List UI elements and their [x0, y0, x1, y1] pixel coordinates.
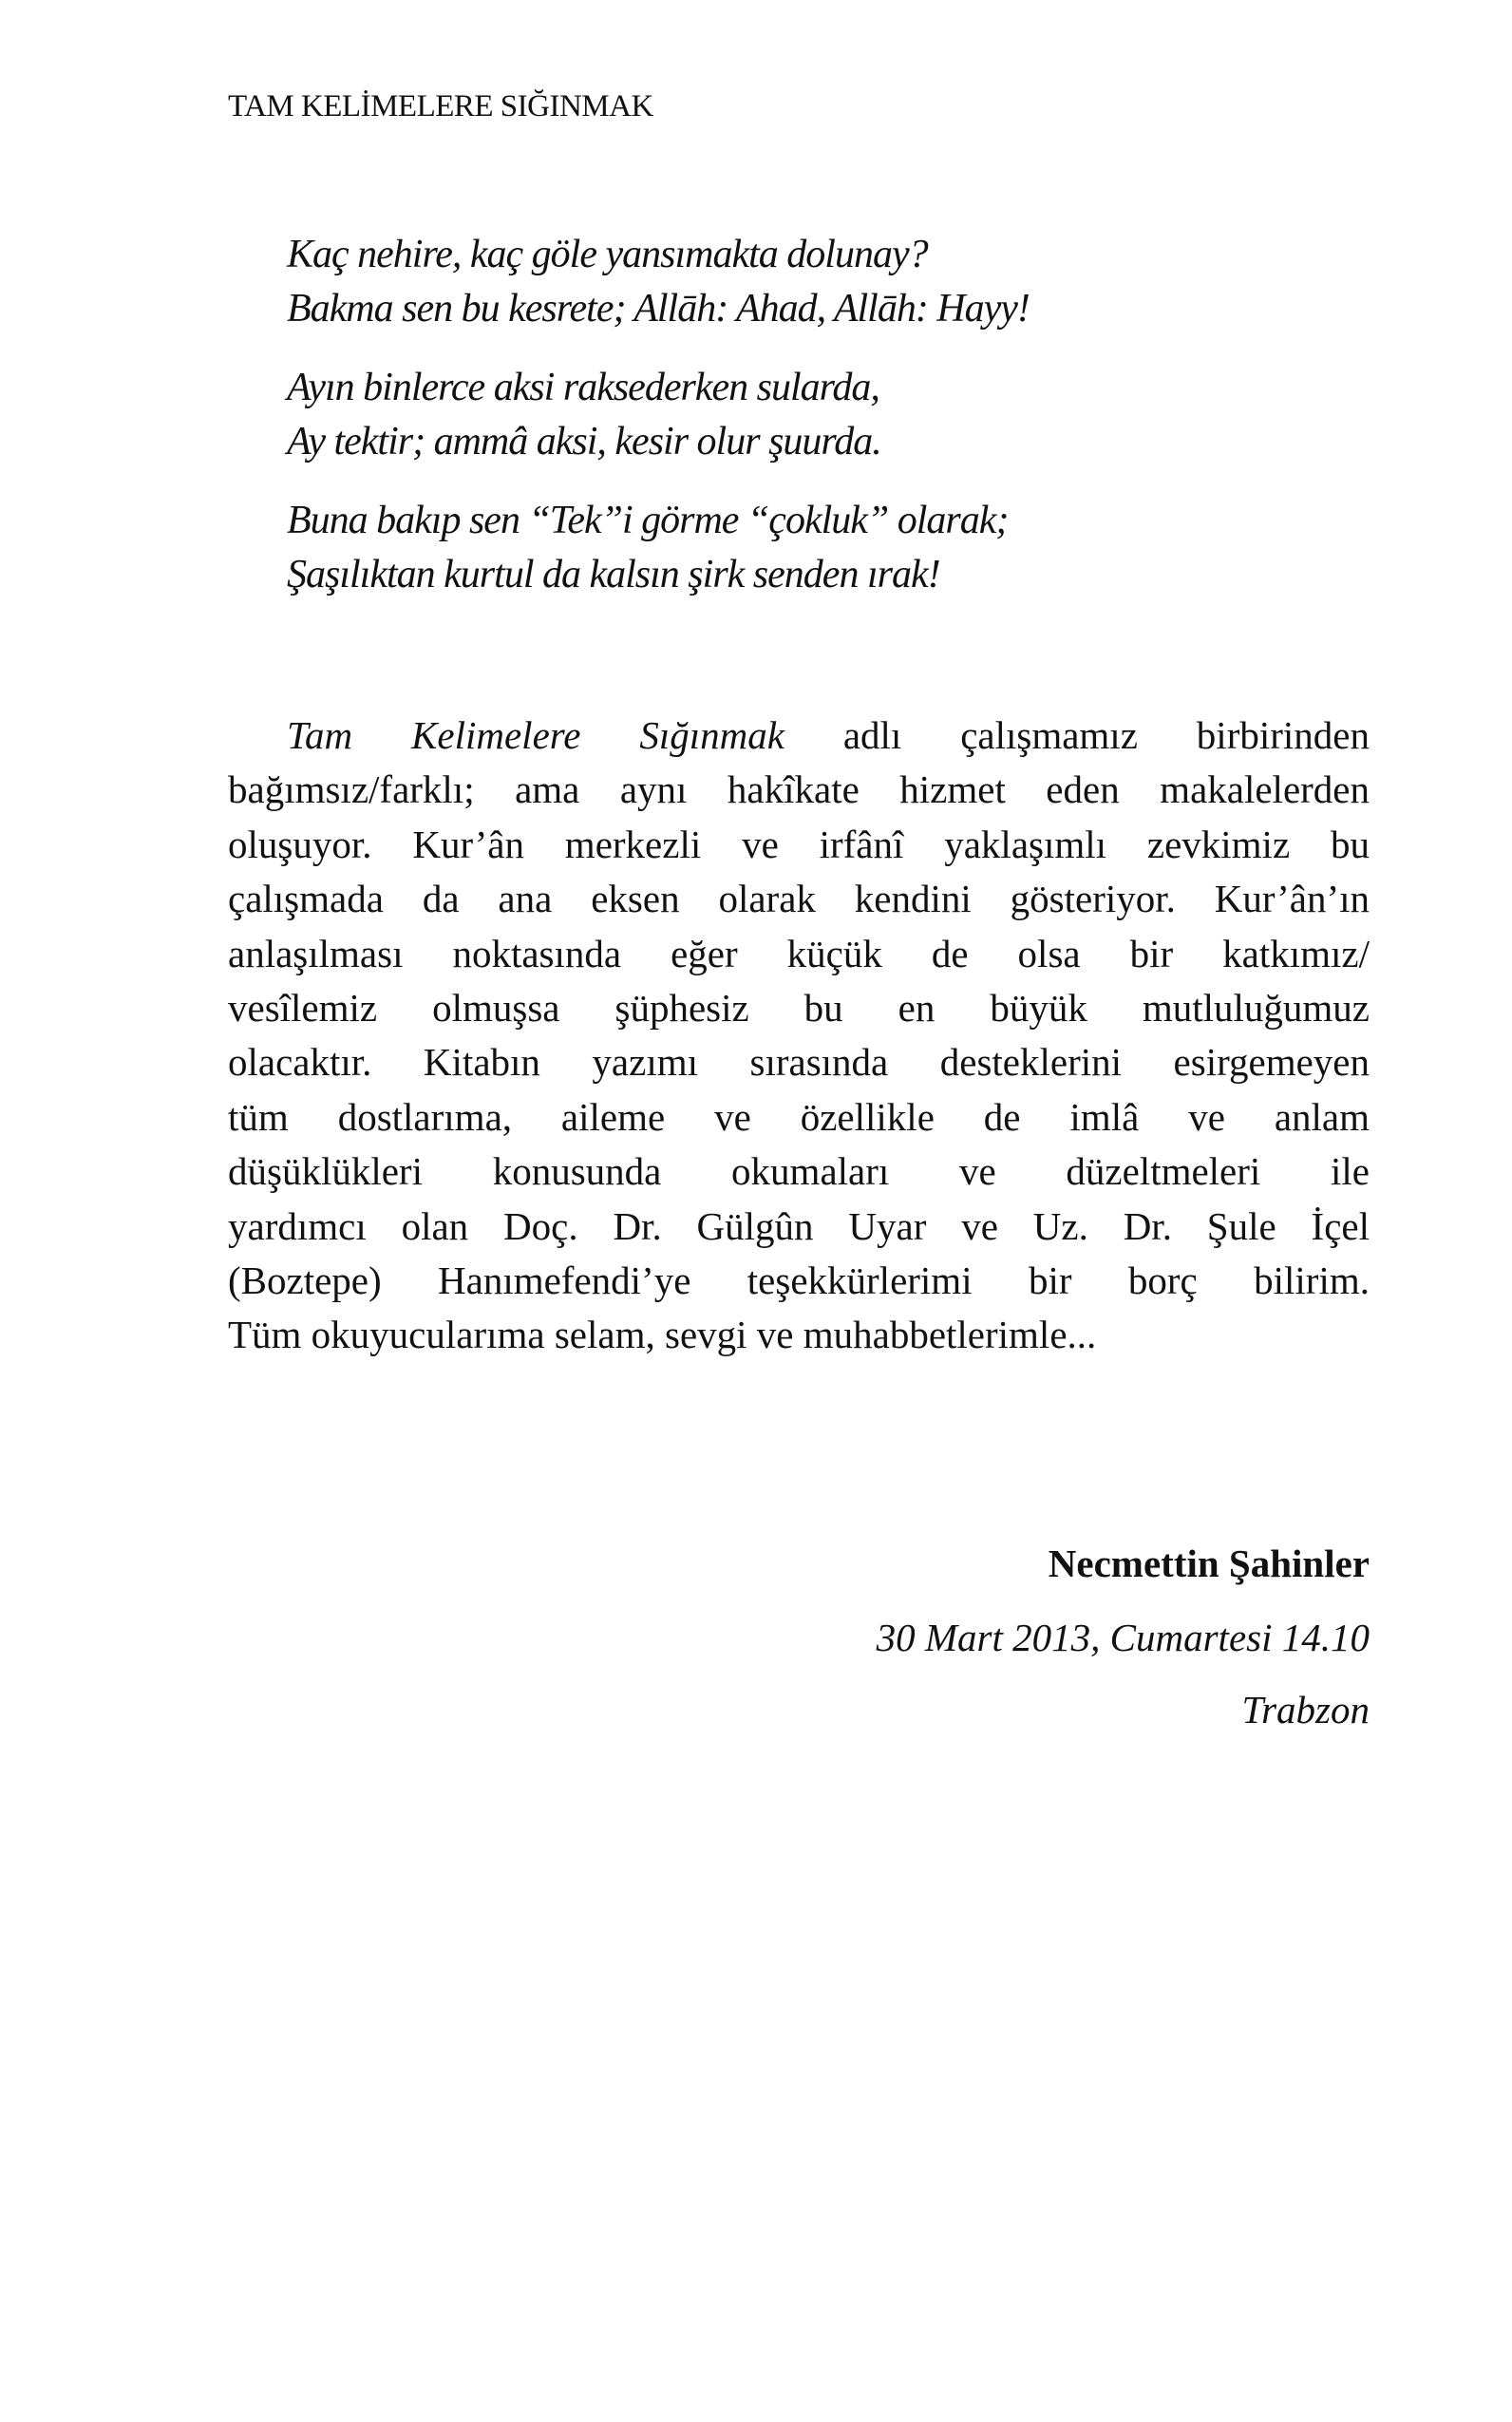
poem — [287, 228, 1030, 627]
paragraph-text: adlı çalışmamız birbirinden — [842, 713, 1370, 757]
poem-stanza — [287, 494, 1030, 602]
paragraph-line: Tüm okuyucularıma selam, sevgi ve muhabbetlerimle... — [228, 1313, 1097, 1357]
poem-line: Ay tektir; ammâ aksi, kesir olur şuurda. — [287, 420, 881, 464]
poem-line: Bakma sen bu kesrete; Allāh: Ahad, Allāh: Hayy! — [287, 287, 1030, 331]
preface-paragraph — [228, 709, 1370, 1363]
poem-line: Ayın binlerce aksi raksederken sularda, — [287, 366, 879, 409]
signature-date: 30 Mart 2013, Cumartesi 14.10 — [876, 1616, 1370, 1659]
author-name: Necmettin Şahinler — [1048, 1542, 1370, 1585]
running-header: TAM KELİMELERE SIĞINMAK — [228, 89, 653, 123]
poem-line: Şaşılıktan kurtul da kalsın şirk senden ırak! — [287, 553, 940, 596]
paragraph-line: tüm dostlarıma, aileme ve özellikle de imlâ ve anlam — [228, 1094, 1370, 1139]
poem-stanza — [287, 228, 1030, 336]
poem-stanza — [287, 361, 1030, 469]
paragraph-line: vesîlemiz olmuşsa şüphesiz bu en büyük mutluluğumuz — [228, 985, 1370, 1030]
poem-line: Buna bakıp sen “Tek”i görme “çokluk” olarak; — [287, 499, 1009, 542]
book-title: Tam Kelimelere Sığınmak — [287, 713, 784, 757]
paragraph-line: anlaşılması noktasında eğer küçük de olsa bir katkımız/ — [228, 931, 1370, 975]
paragraph-line: (Boztepe) Hanımefendi’ye teşekkürlerimi bir borç bilirim. — [228, 1258, 1370, 1302]
poem-line: Kaç nehire, kaç göle yansımakta dolunay? — [287, 233, 928, 276]
paragraph-line: yardımcı olan Doç. Dr. Gülgûn Uyar ve Uz. Dr. Şule İçel — [228, 1203, 1370, 1248]
paragraph-line — [228, 709, 1370, 763]
paragraph-line: bağımsız/farklı; ama aynı hakîkate hizmet eden makalelerden — [228, 767, 1370, 812]
paragraph-line: çalışmada da ana eksen olarak kendini gösteriyor. Kur’ân’ın — [228, 877, 1370, 921]
paragraph-line: olacaktır. Kitabın yazımı sırasında desteklerini esirgemeyen — [228, 1040, 1370, 1085]
paragraph-line: oluşuyor. Kur’ân merkezli ve irfânî yaklaşımlı zevkimiz bu — [228, 822, 1370, 866]
signature-place: Trabzon — [1241, 1688, 1370, 1731]
paragraph-line: düşüklükleri konusunda okumaları ve düzeltmeleri ile — [228, 1149, 1370, 1194]
